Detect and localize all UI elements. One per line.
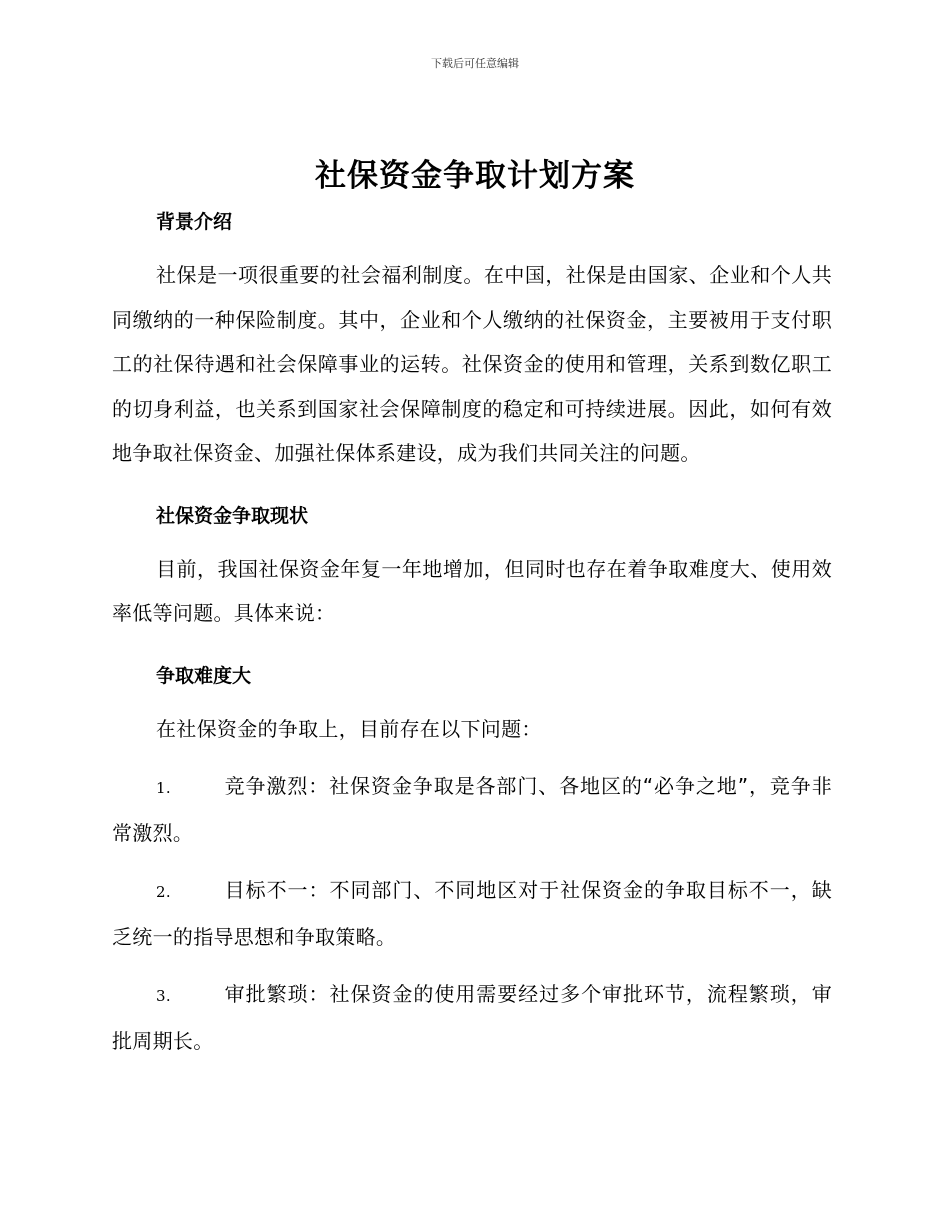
paragraph-difficulty-intro: 在社保资金的争取上，目前存在以下问题： <box>156 716 542 741</box>
section-heading-status: 社保资金争取现状 <box>156 504 309 527</box>
list-item-text: 竞争激烈：社保资金争取是各部门、各地区的“必争之地”，竞争非常激烈。 <box>112 774 832 845</box>
list-item <box>112 868 832 959</box>
paragraph-background: 社保是一项很重要的社会福利制度。在中国，社保是由国家、企业和个人共同缴纳的一种保险制度。其中，企业和个人缴纳的社保资金，主要被用于支付职工的社保待遇和社会保障事业的运转。社保资金的使用和管理，关系到数亿职工的切身利益，也关系到国家社会保障制度的稳定和可持续进展。因此，如何有效地争取社保资金、加强社保体系建设，成为我们共同关注的问题。 <box>112 263 832 465</box>
list-item-number: 1. <box>156 779 171 797</box>
header-note: 下载后可任意编辑 <box>431 57 519 70</box>
list-item-text: 审批繁琐：社保资金的使用需要经过多个审批环节，流程繁琐，审批周期长。 <box>112 982 832 1053</box>
section-heading-difficulty: 争取难度大 <box>156 664 252 687</box>
list-item-text: 目标不一：不同部门、不同地区对于社保资金的争取目标不一，缺乏统一的指导思想和争取策略。 <box>112 878 832 949</box>
list-item-number: 2. <box>156 883 171 901</box>
list-item-number: 3. <box>156 987 171 1005</box>
document-body <box>112 204 832 1063</box>
list-item <box>112 972 832 1063</box>
list-item <box>112 764 832 855</box>
section-heading-background: 背景介绍 <box>156 211 233 233</box>
paragraph-status: 目前，我国社保资金年复一年地增加，但同时也存在着争取难度大、使用效率低等问题。具体来说： <box>112 556 832 625</box>
document-title: 社保资金争取计划方案 <box>315 158 635 194</box>
